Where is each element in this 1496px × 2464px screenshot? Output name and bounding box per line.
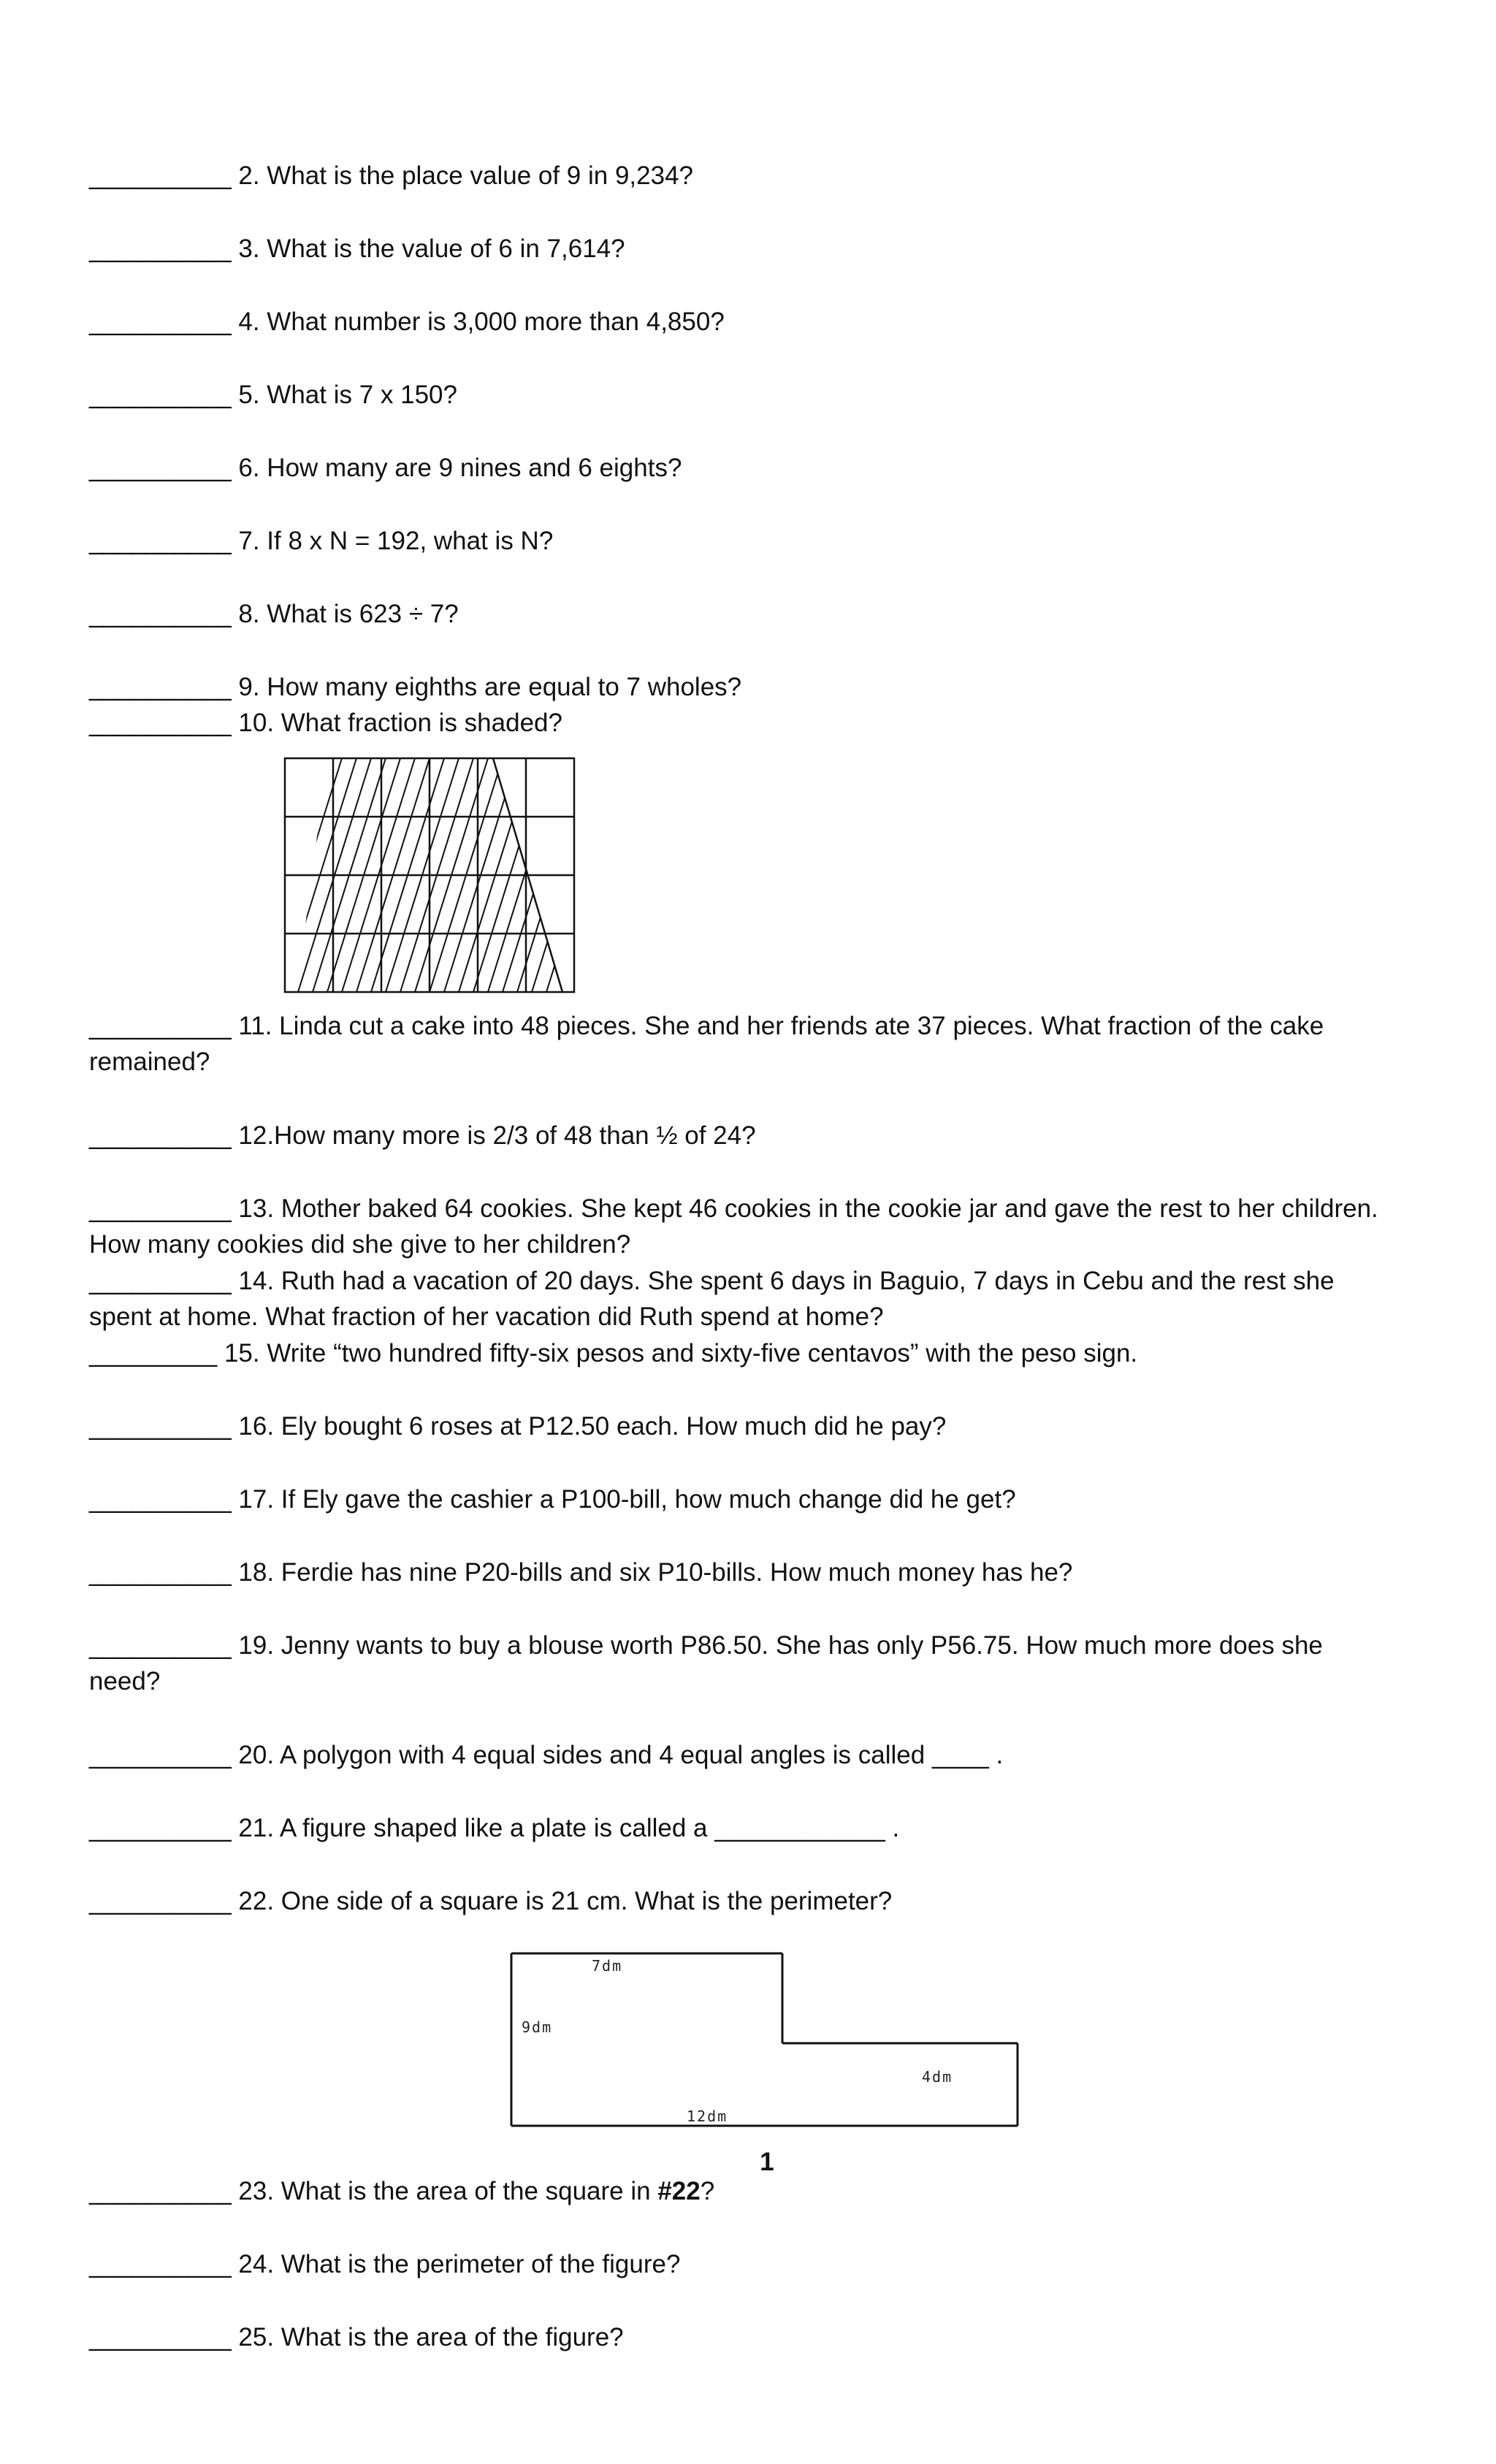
question-5 [89,377,1397,413]
answer-blank[interactable]: __________ [89,527,232,555]
question-text: 25. What is the area of the figure? [238,2323,624,2352]
question-text: 2. What is the place value of 9 in 9,234? [238,161,694,190]
grid-lines [285,758,574,992]
question-text: 18. Ferdie has nine P20-bills and six P10-bills. How much money has he? [238,1558,1073,1587]
question-text: 19. Jenny wants to buy a blouse worth P86.50. She has only P56.75. How much more does she need? [89,1631,1323,1696]
question-15 [89,1335,1397,1371]
answer-blank[interactable]: __________ [89,709,232,737]
answer-blank[interactable]: __________ [89,308,232,336]
question-4 [89,304,1397,340]
question-3 [89,231,1397,267]
page-number: 1 [760,2148,774,2176]
question-text: 15. Write “two hundred fifty-six pesos and sixty-five centavos” with the peso sign. [224,1339,1138,1368]
question-text: 9. How many eighths are equal to 7 wholes? [238,673,742,701]
question-text: 12.How many more is 2/3 of 48 than ½ of 24? [238,1121,756,1150]
answer-blank[interactable]: __________ [89,161,232,190]
question-text: 23. What is the area of the square in [238,2177,658,2205]
question-text: 17. If Ely gave the cashier a P100-bill, how much change did he get? [238,1485,1016,1514]
question-6 [89,450,1397,486]
question-text: 7. If 8 x N = 192, what is N? [238,527,554,555]
l-shape-figure [504,1950,1023,2140]
question-14 [89,1263,1397,1335]
question-text: 10. What fraction is shaded? [238,709,562,737]
answer-blank[interactable]: __________ [89,1631,232,1660]
question-11 [89,1008,1397,1080]
answer-blank[interactable]: __________ [89,2250,232,2278]
question-12 [89,1118,1397,1153]
label-bottom: 12dm [687,2108,728,2125]
answer-blank[interactable]: __________ [89,1194,232,1223]
question-20 [89,1737,1397,1773]
answer-blank[interactable]: __________ [89,381,232,409]
answer-blank[interactable]: __________ [89,234,232,263]
question-text: 21. A figure shaped like a plate is called a ____________ . [238,1814,900,1842]
label-top: 7dm [592,1957,623,1975]
question-17 [89,1481,1397,1517]
question-10 [89,705,1397,741]
answer-blank[interactable]: __________ [89,1485,232,1514]
question-text: 4. What number is 3,000 more than 4,850? [238,308,725,336]
question-text: 13. Mother baked 64 cookies. She kept 46 cookies in the cookie jar and gave the rest to her children. How many cookies did she give to her children? [89,1194,1378,1259]
answer-blank[interactable]: __________ [89,2177,232,2205]
answer-blank[interactable]: __________ [89,1412,232,1441]
question-2 [89,158,1397,194]
answer-blank[interactable]: __________ [89,600,232,628]
question-23 [89,2173,1397,2209]
question-19 [89,1628,1397,1699]
fraction-grid-figure [283,757,576,994]
question-reference: #22 [657,2177,701,2205]
question-7 [89,523,1397,559]
question-text: 16. Ely bought 6 roses at P12.50 each. How much did he pay? [238,1412,947,1441]
question-24 [89,2246,1397,2282]
question-text: 24. What is the perimeter of the figure? [238,2250,681,2278]
answer-blank[interactable]: __________ [89,1741,232,1769]
answer-blank[interactable]: __________ [89,1814,232,1842]
question-text: 8. What is 623 ÷ 7? [238,600,459,628]
question-text-end: ? [700,2177,715,2205]
question-text: 5. What is 7 x 150? [238,381,457,409]
l-shape-outline [511,1953,1018,2126]
answer-blank[interactable]: __________ [89,673,232,701]
answer-blank[interactable]: __________ [89,2323,232,2352]
answer-blank[interactable]: __________ [89,1558,232,1587]
answer-blank[interactable]: __________ [89,1267,232,1295]
question-text: 11. Linda cut a cake into 48 pieces. She and her friends ate 37 pieces. What fraction of the cake remained? [89,1012,1324,1076]
answer-blank[interactable]: __________ [89,1121,232,1150]
question-13 [89,1191,1397,1262]
question-9 [89,669,1397,705]
answer-blank[interactable]: __________ [89,1012,232,1040]
question-text: 6. How many are 9 nines and 6 eights? [238,454,682,482]
question-21 [89,1810,1397,1846]
question-8 [89,596,1397,632]
answer-blank[interactable]: _________ [89,1339,218,1368]
question-22 [89,1883,1397,1919]
question-text: 14. Ruth had a vacation of 20 days. She spent 6 days in Baguio, 7 days in Cebu and the rest she spent at home. What fraction of her vacation did Ruth spend at home? [89,1267,1335,1331]
question-16 [89,1408,1397,1444]
answer-blank[interactable]: __________ [89,454,232,482]
question-25 [89,2319,1397,2355]
label-left: 9dm [522,2018,553,2036]
question-text: 20. A polygon with 4 equal sides and 4 equal angles is called ____ . [238,1741,1004,1769]
question-text: 3. What is the value of 6 in 7,614? [238,234,625,263]
label-right: 4dm [922,2068,953,2086]
question-text: 22. One side of a square is 21 cm. What is the perimeter? [238,1887,893,1915]
answer-blank[interactable]: __________ [89,1887,232,1915]
question-18 [89,1555,1397,1590]
